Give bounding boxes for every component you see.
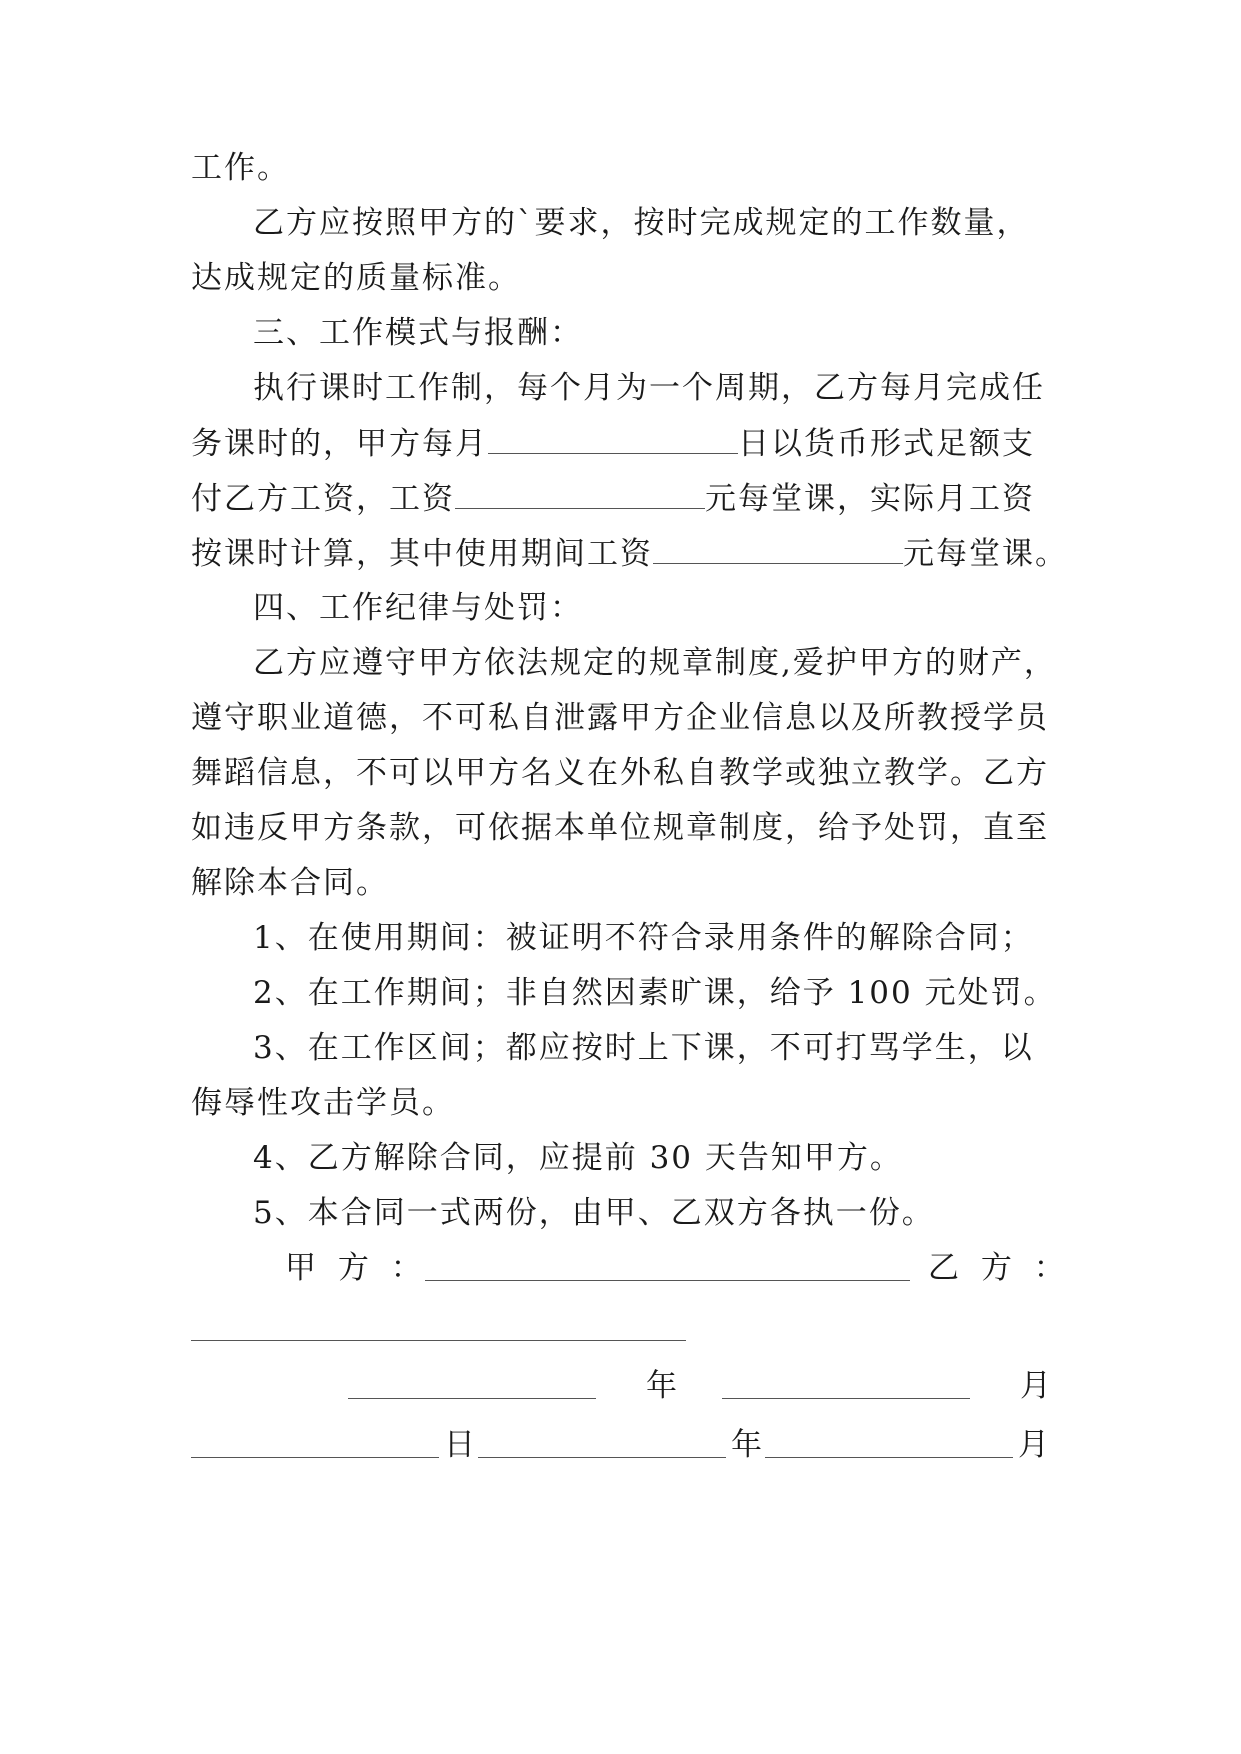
text-segment: 按课时计算，其中使用期间工资	[191, 536, 653, 572]
list-item: 1、在使用期间：被证明不符合录用条件的解除合同；	[253, 920, 1034, 956]
paragraph-line: 工作。	[191, 150, 290, 186]
paragraph-line: 执行课时工作制，每个月为一个周期，乙方每月完成任	[253, 370, 1045, 406]
party-b-year-blank	[478, 1457, 726, 1458]
paragraph-line: 达成规定的质量标准。	[191, 260, 521, 296]
party-b-label: 乙 方 ：	[928, 1250, 1071, 1286]
wage-blank	[455, 478, 705, 509]
probation-wage-blank	[653, 533, 903, 564]
text-segment: 日以货币形式足额支	[738, 426, 1035, 462]
paragraph-line: 遵守职业道德，不可私自泄露甲方企业信息以及所教授学员	[191, 700, 1049, 736]
list-item: 2、在工作期间；非自然因素旷课，给予 100 元处罚。	[253, 975, 1057, 1011]
paragraph-line	[191, 423, 1071, 464]
party-a-day-blank	[191, 1457, 439, 1458]
paragraph-line: 解除本合同。	[191, 865, 389, 901]
party-a-month-blank	[722, 1398, 970, 1399]
party-b-signature-line	[191, 1340, 686, 1341]
section-heading-4: 四、工作纪律与处罚：	[253, 590, 583, 626]
party-b-month-blank	[765, 1457, 1013, 1458]
list-item: 4、乙方解除合同，应提前 30 天告知甲方。	[253, 1140, 903, 1176]
text-segment: 元每堂课，实际月工资	[705, 481, 1035, 517]
year-label: 年	[646, 1368, 677, 1404]
paragraph-line: 如违反甲方条款，可依据本单位规章制度，给予处罚，直至	[191, 810, 1049, 846]
text-segment: 元每堂课。	[903, 536, 1068, 572]
party-a-label: 甲 方 ：	[285, 1250, 428, 1286]
paragraph-line: 乙方应按照甲方的`要求，按时完成规定的工作数量，	[253, 205, 1030, 241]
paragraph-line	[191, 533, 1071, 574]
party-a-year-blank	[348, 1398, 596, 1399]
day-label: 日	[444, 1427, 475, 1463]
month-label: 月	[1018, 1427, 1049, 1463]
payday-blank	[488, 423, 738, 454]
list-item: 5、本合同一式两份，由甲、乙双方各执一份。	[253, 1195, 935, 1231]
month-label: 月	[1020, 1368, 1051, 1404]
paragraph-line: 舞蹈信息，不可以甲方名义在外私自教学或独立教学。乙方	[191, 755, 1049, 791]
text-segment: 付乙方工资，工资	[191, 481, 455, 517]
paragraph-line	[191, 478, 1071, 519]
text-segment: 务课时的，甲方每月	[191, 426, 488, 462]
paragraph-line: 乙方应遵守甲方依法规定的规章制度,爱护甲方的财产，	[253, 645, 1057, 681]
year-label: 年	[731, 1427, 762, 1463]
section-heading-3: 三、工作模式与报酬：	[253, 315, 583, 351]
list-item-continued: 侮辱性攻击学员。	[191, 1085, 455, 1121]
party-a-signature-line	[425, 1280, 910, 1281]
list-item: 3、在工作区间；都应按时上下课，不可打骂学生，以	[253, 1030, 1034, 1066]
